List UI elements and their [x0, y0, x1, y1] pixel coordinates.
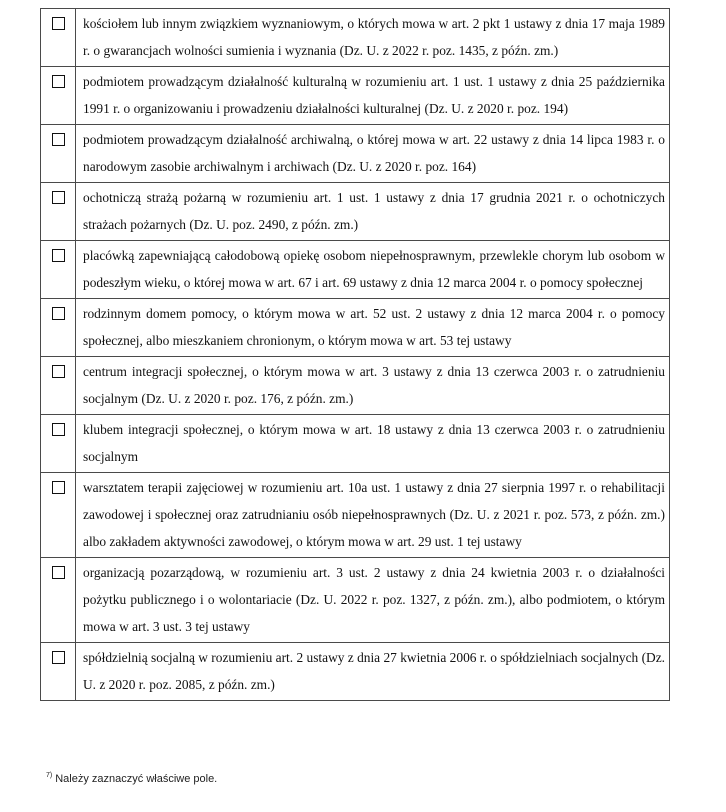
checkbox-cell: [41, 415, 76, 473]
footnote: [46, 773, 217, 785]
option-text: spółdzielnią socjalną w rozumieniu art. 2 ustawy z dnia 27 kwietnia 2006 r. o spółdzielniach socjalnych (Dz. U. z 2020 r. poz. 2085, z późn. zm.): [76, 643, 670, 701]
option-text: podmiotem prowadzącym działalność archiwalną, o której mowa w art. 22 ustawy z dnia 14 lipca 1983 r. o narodowym zasobie archiwalnym i archiwach (Dz. U. z 2020 r. poz. 164): [76, 125, 670, 183]
option-text: kościołem lub innym związkiem wyznaniowym, o których mowa w art. 2 pkt 1 ustawy z dnia 17 maja 1989 r. o gwarancjach wolności sumienia i wyznania (Dz. U. z 2022 r. poz. 1435, z późn. zm.): [76, 9, 670, 67]
option-checkbox[interactable]: [52, 651, 65, 664]
option-row: [41, 183, 670, 241]
option-text: warsztatem terapii zajęciowej w rozumieniu art. 10a ust. 1 ustawy z dnia 27 sierpnia 1997 r. o rehabilitacji zawodowej i społecznej oraz zatrudnianiu osób niepełnosprawnych (Dz. U. z 2021 r. poz. 573, z późn. zm.) albo zakładem aktywności zawodowej, o którym mowa w art. 29 ust. 1 tej ustawy: [76, 473, 670, 558]
option-checkbox[interactable]: [52, 133, 65, 146]
option-row: [41, 357, 670, 415]
option-checkbox[interactable]: [52, 17, 65, 30]
checkbox-cell: [41, 125, 76, 183]
option-checkbox[interactable]: [52, 307, 65, 320]
option-text: placówką zapewniającą całodobową opiekę osobom niepełnosprawnym, przewlekle chorym lub osobom w podeszłym wieku, o której mowa w art. 67 i art. 69 ustawy z dnia 12 marca 2004 r. o pomocy społecznej: [76, 241, 670, 299]
checkbox-cell: [41, 299, 76, 357]
options-body: [41, 9, 670, 701]
option-text: organizacją pozarządową, w rozumieniu art. 3 ust. 2 ustawy z dnia 24 kwietnia 2003 r. o działalności pożytku publicznego i o wolontariacie (Dz. U. 2022 r. poz. 1327, z późn. zm.), albo podmiotem, o którym mowa w art. 3 ust. 3 tej ustawy: [76, 558, 670, 643]
checkbox-cell: [41, 241, 76, 299]
option-row: [41, 299, 670, 357]
option-row: [41, 558, 670, 643]
checkbox-cell: [41, 473, 76, 558]
option-checkbox[interactable]: [52, 481, 65, 494]
option-row: [41, 9, 670, 67]
option-checkbox[interactable]: [52, 191, 65, 204]
checkbox-cell: [41, 558, 76, 643]
checkbox-cell: [41, 643, 76, 701]
entity-type-options-table: [40, 8, 670, 701]
option-checkbox[interactable]: [52, 365, 65, 378]
option-text: rodzinnym domem pomocy, o którym mowa w art. 52 ust. 2 ustawy z dnia 12 marca 2004 r. o pomocy społecznej, albo mieszkaniem chronionym, o którym mowa w art. 53 tej ustawy: [76, 299, 670, 357]
option-row: [41, 415, 670, 473]
option-text: podmiotem prowadzącym działalność kulturalną w rozumieniu art. 1 ust. 1 ustawy z dnia 25 października 1991 r. o organizowaniu i prowadzeniu działalności kulturalnej (Dz. U. z 2020 r. poz. 194): [76, 67, 670, 125]
option-row: [41, 643, 670, 701]
checkbox-cell: [41, 9, 76, 67]
option-text: klubem integracji społecznej, o którym mowa w art. 18 ustawy z dnia 13 czerwca 2003 r. o zatrudnieniu socjalnym: [76, 415, 670, 473]
option-checkbox[interactable]: [52, 566, 65, 579]
option-checkbox[interactable]: [52, 423, 65, 436]
option-text: centrum integracji społecznej, o którym mowa w art. 3 ustawy z dnia 13 czerwca 2003 r. o zatrudnieniu socjalnym (Dz. U. z 2020 r. poz. 176, z późn. zm.): [76, 357, 670, 415]
option-row: [41, 125, 670, 183]
footnote-text: Należy zaznaczyć właściwe pole.: [55, 773, 218, 785]
checkbox-cell: [41, 183, 76, 241]
option-row: [41, 67, 670, 125]
option-row: [41, 241, 670, 299]
option-checkbox[interactable]: [52, 249, 65, 262]
checkbox-cell: [41, 67, 76, 125]
checkbox-cell: [41, 357, 76, 415]
option-checkbox[interactable]: [52, 75, 65, 88]
footnote-marker: 7): [46, 772, 53, 779]
option-row: [41, 473, 670, 558]
option-text: ochotniczą strażą pożarną w rozumieniu art. 1 ust. 1 ustawy z dnia 17 grudnia 2021 r. o ochotniczych strażach pożarnych (Dz. U. poz. 2490, z późn. zm.): [76, 183, 670, 241]
